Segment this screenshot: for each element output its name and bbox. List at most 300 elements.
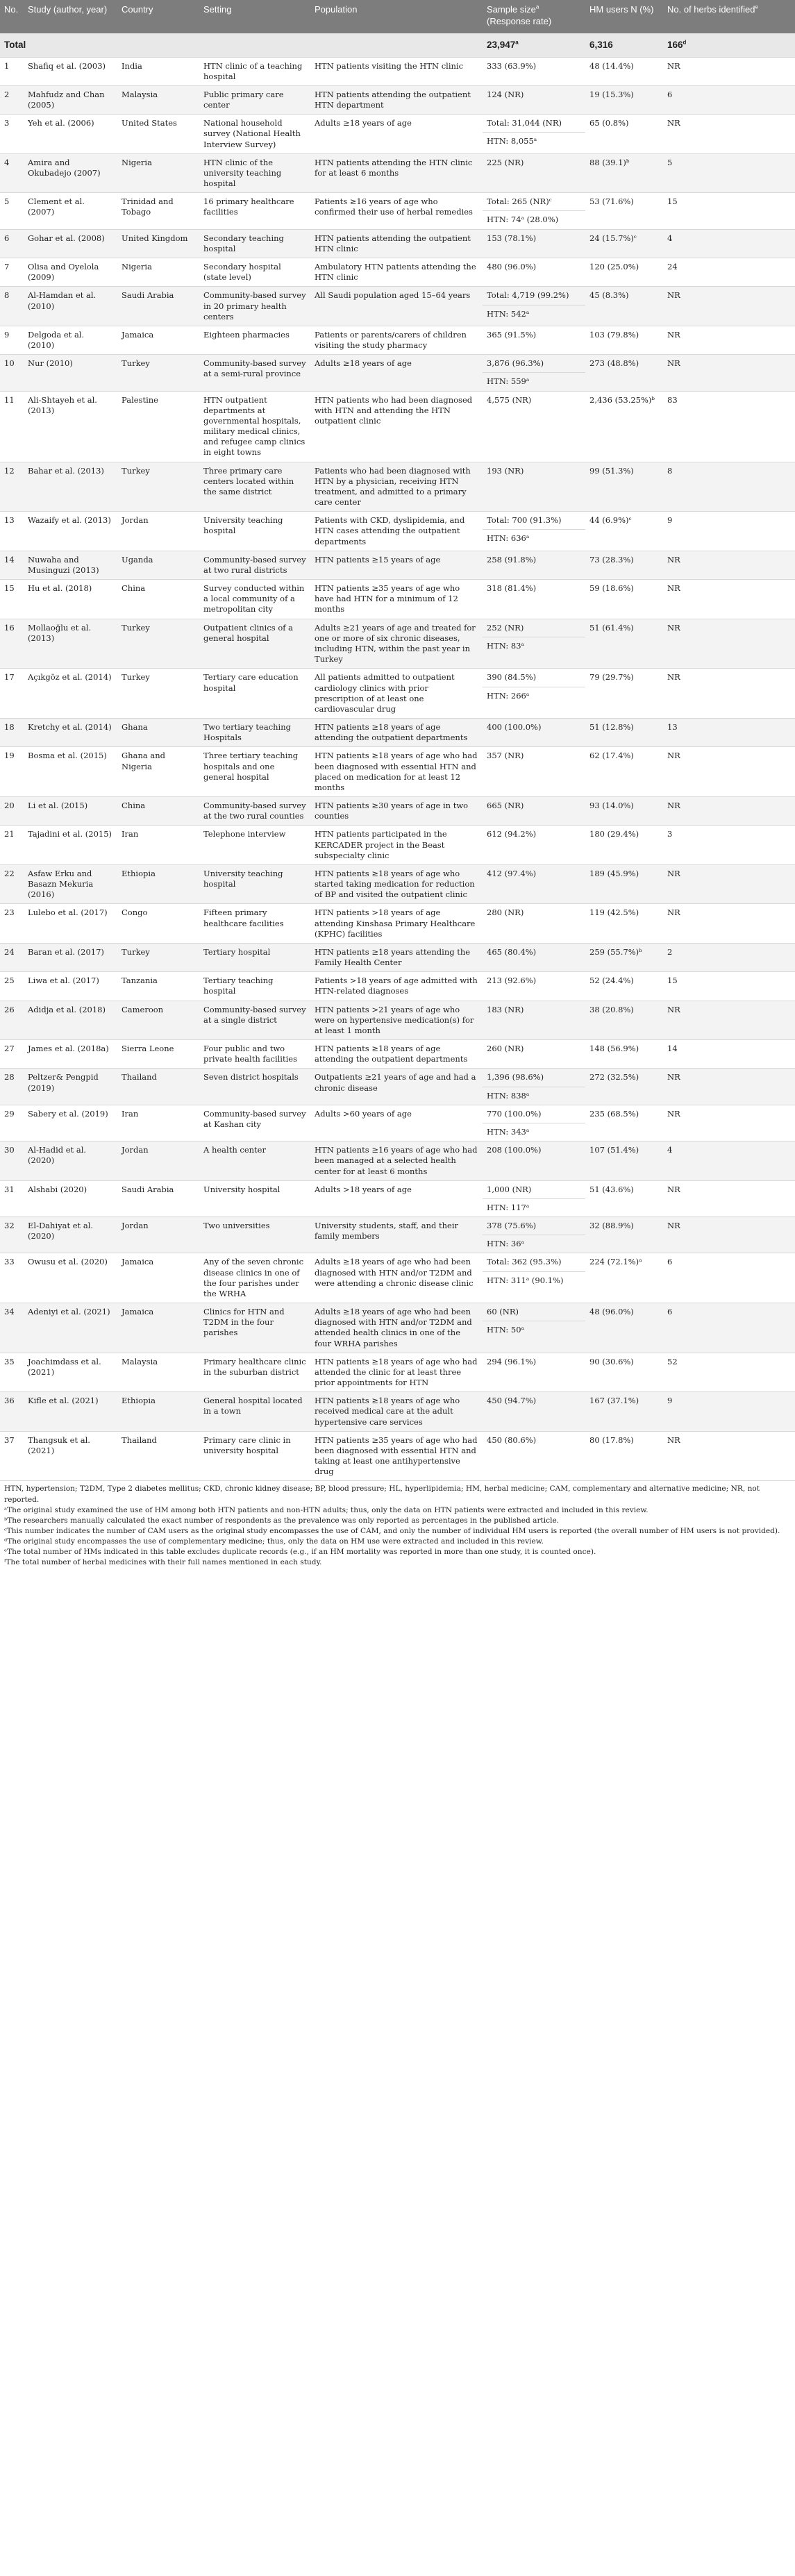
footnote: ᵃThe original study examined the use of HM among both HTN patients and non-HTN adults; thus, only the data on HTN patients were extracted and included in this review. <box>4 1505 648 1514</box>
sample-size-value: 333 (63.9%) <box>487 60 537 71</box>
cell-sample <box>483 1392 585 1432</box>
cell-sample <box>483 1253 585 1303</box>
cell-setting: Tertiary hospital <box>199 943 310 971</box>
cell-hm: 273 (48.8%) <box>585 355 663 391</box>
table-row <box>0 1001 795 1040</box>
cell-study: Al-Hadid et al. (2020) <box>24 1141 117 1181</box>
cell-no: 31 <box>0 1180 24 1216</box>
cell-sample <box>483 904 585 944</box>
cell-population: HTN patients attending the outpatient HTN clinic <box>310 229 483 258</box>
cell-setting: Two tertiary teaching Hospitals <box>199 719 310 747</box>
cell-study: Baran et al. (2017) <box>24 943 117 971</box>
cell-population: University students, staff, and their family members <box>310 1217 483 1253</box>
cell-herbs: NR <box>663 287 795 326</box>
cell-country: China <box>117 580 199 619</box>
cell-no: 12 <box>0 462 24 512</box>
cell-herbs: NR <box>663 619 795 669</box>
table-row <box>0 153 795 193</box>
cell-hm: 119 (42.5%) <box>585 904 663 944</box>
cell-population: Adults >60 years of age <box>310 1105 483 1141</box>
cell-population: HTN patients ≥18 years of age who started taking medication for reduction of BP and visited the outpatient clinic <box>310 864 483 904</box>
table-row <box>0 580 795 619</box>
cell-sample <box>483 1001 585 1040</box>
cell-setting: University teaching hospital <box>199 512 310 551</box>
cell-hm: 59 (18.6%) <box>585 580 663 619</box>
sample-size-value: Total: 700 (91.3%) <box>487 515 562 526</box>
cell-sample <box>483 258 585 287</box>
cell-setting: Primary care clinic in university hospital <box>199 1431 310 1481</box>
cell-country: Thailand <box>117 1069 199 1105</box>
cell-sample <box>483 1180 585 1216</box>
cell-study: Thangsuk et al. (2021) <box>24 1431 117 1481</box>
sample-size-value: 357 (NR) <box>487 751 524 761</box>
cell-no: 32 <box>0 1217 24 1253</box>
cell-hm: 44 (6.9%)ᶜ <box>585 512 663 551</box>
cell-no: 26 <box>0 1001 24 1040</box>
cell-hm: 53 (71.6%) <box>585 193 663 229</box>
sample-size-value: 412 (97.4%) <box>487 868 537 878</box>
cell-setting: A health center <box>199 1141 310 1181</box>
cell-country: Jordan <box>117 1217 199 1253</box>
cell-country: Jamaica <box>117 1253 199 1303</box>
cell-population: Adults ≥18 years of age who had been diagnosed with HTN and/or T2DM and were attending a chronic disease clinic <box>310 1253 483 1303</box>
cell-population: HTN patients attending the HTN clinic for at least 6 months <box>310 153 483 193</box>
cell-sample <box>483 462 585 512</box>
cell-setting: Eighteen pharmacies <box>199 326 310 354</box>
cell-sample <box>483 193 585 229</box>
cell-study: Alshabi (2020) <box>24 1180 117 1216</box>
cell-setting: Community-based survey at two rural districts <box>199 551 310 579</box>
sample-size-value: Total: 31,044 (NR) <box>487 118 562 128</box>
cell-setting: Telephone interview <box>199 826 310 865</box>
sample-size-value: 193 (NR) <box>487 465 524 476</box>
header-country: Country <box>122 4 153 15</box>
cell-country: Iran <box>117 826 199 865</box>
cell-population: HTN patients participated in the KERCADER project in the Beast subspecialty clinic <box>310 826 483 865</box>
sample-size-value: Total: 265 (NR)ᶜ <box>487 196 552 207</box>
cell-country: Iran <box>117 1105 199 1141</box>
cell-sample <box>483 229 585 258</box>
cell-no: 6 <box>0 229 24 258</box>
sample-size-value: 400 (100.0%) <box>487 722 542 733</box>
cell-hm: 189 (45.9%) <box>585 864 663 904</box>
cell-no: 1 <box>0 57 24 85</box>
table-row <box>0 972 795 1001</box>
table-row <box>0 1180 795 1216</box>
cell-country: Turkey <box>117 462 199 512</box>
cell-sample <box>483 85 585 114</box>
cell-sample <box>483 115 585 154</box>
cell-population: HTN patients ≥18 years of age attending the outpatient departments <box>310 1040 483 1069</box>
cell-study: Kifle et al. (2021) <box>24 1392 117 1432</box>
sample-size-value: 213 (92.6%) <box>487 976 537 986</box>
sample-size-value: 390 (84.5%) <box>487 672 537 683</box>
cell-hm: 51 (61.4%) <box>585 619 663 669</box>
cell-herbs: NR <box>663 1431 795 1481</box>
cell-no: 8 <box>0 287 24 326</box>
cell-hm: 24 (15.7%)ᶜ <box>585 229 663 258</box>
cell-sample <box>483 287 585 326</box>
sample-size-htn-value: HTN: 838ᵃ <box>483 1087 585 1105</box>
cell-population: Patients who had been diagnosed with HTN by a physician, receiving HTN treatment, and admitted to a primary care center <box>310 462 483 512</box>
cell-sample <box>483 391 585 462</box>
cell-study: El-Dahiyat et al. (2020) <box>24 1217 117 1253</box>
cell-sample <box>483 1303 585 1353</box>
cell-country: Malaysia <box>117 85 199 114</box>
cell-herbs: 2 <box>663 943 795 971</box>
cell-sample <box>483 619 585 669</box>
cell-no: 35 <box>0 1353 24 1392</box>
header-study: Study (author, year) <box>28 4 108 15</box>
sample-size-value: 183 (NR) <box>487 1004 524 1014</box>
cell-country: India <box>117 57 199 85</box>
total-hm: 6,316 <box>585 33 663 57</box>
sample-size-value: 450 (80.6%) <box>487 1435 537 1445</box>
cell-population: All patients admitted to outpatient cardiology clinics with prior prescription of at least one cardiovascular drug <box>310 669 483 719</box>
cell-sample <box>483 826 585 865</box>
sample-size-value: 1,396 (98.6%) <box>487 1072 544 1082</box>
cell-herbs: 9 <box>663 512 795 551</box>
cell-hm: 120 (25.0%) <box>585 258 663 287</box>
table-row <box>0 1040 795 1069</box>
cell-herbs: NR <box>663 904 795 944</box>
cell-country: Thailand <box>117 1431 199 1481</box>
table-row <box>0 193 795 229</box>
footnote: ᵈThe original study encompasses the use of complementary medicine; thus, only the data on HM use were extracted and included in this review. <box>4 1537 544 1546</box>
cell-sample <box>483 1069 585 1105</box>
cell-study: Adeniyi et al. (2021) <box>24 1303 117 1353</box>
cell-no: 24 <box>0 943 24 971</box>
header-no: No. <box>4 4 19 15</box>
cell-no: 11 <box>0 391 24 462</box>
cell-hm: 32 (88.9%) <box>585 1217 663 1253</box>
cell-sample <box>483 57 585 85</box>
table-row <box>0 462 795 512</box>
cell-hm: 259 (55.7%)ᵇ <box>585 943 663 971</box>
cell-herbs: 4 <box>663 229 795 258</box>
table-row <box>0 797 795 826</box>
cell-herbs: 9 <box>663 1392 795 1432</box>
cell-study: Bahar et al. (2013) <box>24 462 117 512</box>
cell-herbs: 83 <box>663 391 795 462</box>
cell-setting: Outpatient clinics of a general hospital <box>199 619 310 669</box>
cell-study: Gohar et al. (2008) <box>24 229 117 258</box>
cell-study: Amira and Okubadejo (2007) <box>24 153 117 193</box>
table-row <box>0 747 795 797</box>
cell-hm: 38 (20.8%) <box>585 1001 663 1040</box>
sample-size-value: 665 (NR) <box>487 801 524 811</box>
cell-study: James et al. (2018a) <box>24 1040 117 1069</box>
header-sample-sup: a <box>535 3 539 10</box>
table-row <box>0 326 795 354</box>
cell-setting: Tertiary care education hospital <box>199 669 310 719</box>
cell-sample <box>483 326 585 354</box>
sample-size-htn-value: HTN: 311ᵃ (90.1%) <box>483 1271 585 1289</box>
cell-hm: 79 (29.7%) <box>585 669 663 719</box>
cell-study: Owusu et al. (2020) <box>24 1253 117 1303</box>
cell-sample <box>483 1431 585 1481</box>
table-footnotes <box>0 1481 795 1575</box>
header-herbs-label: No. of herbs identified <box>667 4 755 15</box>
total-sample-sup: a <box>515 39 519 46</box>
cell-study: Tajadini et al. (2015) <box>24 826 117 865</box>
sample-size-value: 260 (NR) <box>487 1044 524 1054</box>
footnote: ᶜThis number indicates the number of CAM users as the original study encompasses the use of CAM, and only the number of individual HM users is reported (the overall number of HM users is not provided). <box>4 1526 780 1535</box>
cell-country: Cameroon <box>117 1001 199 1040</box>
cell-country: Turkey <box>117 669 199 719</box>
header-population: Population <box>315 4 358 15</box>
cell-no: 33 <box>0 1253 24 1303</box>
table-row <box>0 551 795 579</box>
sample-size-value: 318 (81.4%) <box>487 583 537 594</box>
sample-size-htn-value: HTN: 50ᵃ <box>483 1321 585 1339</box>
table-row <box>0 391 795 462</box>
sample-size-value: 3,876 (96.3%) <box>487 358 544 369</box>
cell-setting: Seven district hospitals <box>199 1069 310 1105</box>
header-row <box>0 0 795 33</box>
cell-hm: 51 (12.8%) <box>585 719 663 747</box>
cell-no: 19 <box>0 747 24 797</box>
table-row <box>0 1069 795 1105</box>
cell-no: 3 <box>0 115 24 154</box>
cell-no: 4 <box>0 153 24 193</box>
cell-no: 18 <box>0 719 24 747</box>
table-row <box>0 57 795 85</box>
cell-herbs: NR <box>663 747 795 797</box>
cell-herbs: 13 <box>663 719 795 747</box>
cell-hm: 93 (14.0%) <box>585 797 663 826</box>
cell-population: HTN patients ≥18 years attending the Family Health Center <box>310 943 483 971</box>
cell-population: HTN patients ≥35 years of age who have had HTN for a minimum of 12 months <box>310 580 483 619</box>
footnote: ᶠThe total number of herbal medicines with their full names mentioned in each study. <box>4 1557 322 1566</box>
table-row <box>0 1141 795 1181</box>
cell-herbs: NR <box>663 580 795 619</box>
table-row <box>0 619 795 669</box>
cell-hm: 107 (51.4%) <box>585 1141 663 1181</box>
cell-study: Ali-Shtayeh et al. (2013) <box>24 391 117 462</box>
cell-no: 37 <box>0 1431 24 1481</box>
table-row <box>0 355 795 391</box>
table-row <box>0 719 795 747</box>
cell-population: HTN patients ≥18 years of age who had been diagnosed with essential HTN and placed on medication for at least 12 months <box>310 747 483 797</box>
cell-herbs: NR <box>663 355 795 391</box>
cell-hm: 180 (29.4%) <box>585 826 663 865</box>
cell-no: 17 <box>0 669 24 719</box>
cell-setting: Community-based survey at Kashan city <box>199 1105 310 1141</box>
cell-country: United Kingdom <box>117 229 199 258</box>
cell-herbs: NR <box>663 57 795 85</box>
cell-sample <box>483 972 585 1001</box>
cell-population: HTN patients ≥30 years of age in two counties <box>310 797 483 826</box>
cell-study: Lulebo et al. (2017) <box>24 904 117 944</box>
cell-study: Li et al. (2015) <box>24 797 117 826</box>
header-setting: Setting <box>203 4 232 15</box>
cell-setting: HTN clinic of the university teaching hospital <box>199 153 310 193</box>
cell-study: Shafiq et al. (2003) <box>24 57 117 85</box>
cell-population: HTN patients ≥35 years of age who had been diagnosed with essential HTN and taking at least one antihypertensive drug <box>310 1431 483 1481</box>
cell-herbs: NR <box>663 1180 795 1216</box>
cell-country: Jordan <box>117 1141 199 1181</box>
cell-no: 9 <box>0 326 24 354</box>
header-sample-label: Sample size <box>487 4 536 15</box>
cell-sample <box>483 1353 585 1392</box>
sample-size-htn-value: HTN: 559ᵃ <box>483 372 585 390</box>
cell-country: United States <box>117 115 199 154</box>
cell-setting: Three primary care centers located within the same district <box>199 462 310 512</box>
cell-no: 21 <box>0 826 24 865</box>
cell-population: All Saudi population aged 15–64 years <box>310 287 483 326</box>
cell-population: HTN patients who had been diagnosed with HTN and attending the HTN outpatient clinic <box>310 391 483 462</box>
cell-no: 5 <box>0 193 24 229</box>
cell-sample <box>483 864 585 904</box>
cell-hm: 2,436 (53.25%)ᵇ <box>585 391 663 462</box>
sample-size-value: 252 (NR) <box>487 622 524 633</box>
cell-herbs: 3 <box>663 826 795 865</box>
cell-population: Ambulatory HTN patients attending the HTN clinic <box>310 258 483 287</box>
cell-no: 29 <box>0 1105 24 1141</box>
cell-setting: Four public and two private health facilities <box>199 1040 310 1069</box>
cell-sample <box>483 719 585 747</box>
table-row <box>0 826 795 865</box>
cell-setting: University teaching hospital <box>199 864 310 904</box>
cell-population: Patients or parents/carers of children visiting the study pharmacy <box>310 326 483 354</box>
table-row <box>0 1217 795 1253</box>
cell-population: HTN patients visiting the HTN clinic <box>310 57 483 85</box>
cell-herbs: 5 <box>663 153 795 193</box>
table-row <box>0 904 795 944</box>
cell-country: Congo <box>117 904 199 944</box>
cell-sample <box>483 153 585 193</box>
cell-herbs: 24 <box>663 258 795 287</box>
total-herbs-value: 166 <box>667 39 683 50</box>
cell-sample <box>483 1105 585 1141</box>
cell-country: China <box>117 797 199 826</box>
cell-study: Mollaoğlu et al. (2013) <box>24 619 117 669</box>
cell-country: Jamaica <box>117 1303 199 1353</box>
cell-herbs: NR <box>663 864 795 904</box>
cell-hm: 148 (56.9%) <box>585 1040 663 1069</box>
cell-herbs: 52 <box>663 1353 795 1392</box>
cell-hm: 48 (14.4%) <box>585 57 663 85</box>
cell-population: Adults ≥21 years of age and treated for one or more of six chronic diseases, including HTN, within the past year in Turkey <box>310 619 483 669</box>
cell-setting: National household survey (National Health Interview Survey) <box>199 115 310 154</box>
cell-population: Patients ≥16 years of age who confirmed their use of herbal remedies <box>310 193 483 229</box>
cell-hm: 90 (30.6%) <box>585 1353 663 1392</box>
cell-study: Adidja et al. (2018) <box>24 1001 117 1040</box>
cell-setting: Public primary care center <box>199 85 310 114</box>
cell-herbs: NR <box>663 1105 795 1141</box>
cell-study: Yeh et al. (2006) <box>24 115 117 154</box>
cell-study: Al-Hamdan et al. (2010) <box>24 287 117 326</box>
cell-no: 7 <box>0 258 24 287</box>
header-sample-sub: (Response rate) <box>487 15 552 26</box>
cell-setting: General hospital located in a town <box>199 1392 310 1432</box>
cell-herbs: 8 <box>663 462 795 512</box>
cell-hm: 45 (8.3%) <box>585 287 663 326</box>
table-row <box>0 115 795 154</box>
cell-hm: 88 (39.1)ᵇ <box>585 153 663 193</box>
table-row <box>0 1353 795 1392</box>
cell-population: HTN patients >21 years of age who were on hypertensive medication(s) for at least 1 month <box>310 1001 483 1040</box>
cell-setting: HTN outpatient departments at governmental hospitals, military medical clinics, and refugee camp clinics in eight towns <box>199 391 310 462</box>
cell-country: Nigeria <box>117 153 199 193</box>
cell-country: Turkey <box>117 943 199 971</box>
cell-herbs: NR <box>663 1069 795 1105</box>
cell-hm: 48 (96.0%) <box>585 1303 663 1353</box>
header-herbs-sup: e <box>755 3 758 10</box>
table-row <box>0 512 795 551</box>
cell-hm: 62 (17.4%) <box>585 747 663 797</box>
sample-size-htn-value: HTN: 74ᵃ (28.0%) <box>483 210 585 228</box>
header-sample <box>483 0 585 33</box>
table-row <box>0 85 795 114</box>
cell-no: 30 <box>0 1141 24 1181</box>
table-row <box>0 258 795 287</box>
cell-country: Turkey <box>117 619 199 669</box>
total-label: Total <box>0 33 483 57</box>
cell-herbs: 15 <box>663 972 795 1001</box>
cell-no: 27 <box>0 1040 24 1069</box>
cell-population: Adults >18 years of age <box>310 1180 483 1216</box>
cell-country: Nigeria <box>117 258 199 287</box>
sample-size-value: 280 (NR) <box>487 908 524 918</box>
sample-size-value: 153 (78.1%) <box>487 233 537 243</box>
cell-setting: Secondary hospital (state level) <box>199 258 310 287</box>
cell-herbs: 6 <box>663 1303 795 1353</box>
sample-size-value: 612 (94.2%) <box>487 829 537 839</box>
cell-hm: 65 (0.8%) <box>585 115 663 154</box>
cell-hm: 80 (17.8%) <box>585 1431 663 1481</box>
cell-no: 20 <box>0 797 24 826</box>
cell-sample <box>483 580 585 619</box>
cell-study: Wazaify et al. (2013) <box>24 512 117 551</box>
cell-population: Adults ≥18 years of age <box>310 115 483 154</box>
cell-herbs: NR <box>663 1001 795 1040</box>
cell-sample <box>483 1040 585 1069</box>
cell-sample <box>483 797 585 826</box>
cell-herbs: 14 <box>663 1040 795 1069</box>
cell-sample <box>483 1141 585 1181</box>
cell-study: Sabery et al. (2019) <box>24 1105 117 1141</box>
sample-size-htn-value: HTN: 8,055ᵃ <box>483 132 585 150</box>
cell-country: Saudi Arabia <box>117 287 199 326</box>
cell-study: Joachimdass et al. (2021) <box>24 1353 117 1392</box>
cell-country: Ghana <box>117 719 199 747</box>
cell-hm: 224 (72.1%)ᵃ <box>585 1253 663 1303</box>
cell-herbs: NR <box>663 551 795 579</box>
cell-no: 16 <box>0 619 24 669</box>
sample-size-value: 770 (100.0%) <box>487 1108 542 1119</box>
cell-hm: 167 (37.1%) <box>585 1392 663 1432</box>
cell-population: HTN patients ≥18 years of age attending the outpatient departments <box>310 719 483 747</box>
cell-population: Patients with CKD, dyslipidemia, and HTN cases attending the outpatient departments <box>310 512 483 551</box>
sample-size-value: Total: 362 (95.3%) <box>487 1257 562 1267</box>
cell-study: Mahfudz and Chan (2005) <box>24 85 117 114</box>
cell-setting: Survey conducted within a local community of a metropolitan city <box>199 580 310 619</box>
header-hm: HM users N (%) <box>589 4 654 15</box>
cell-country: Jordan <box>117 512 199 551</box>
total-sample <box>483 33 585 57</box>
sample-size-value: 4,575 (NR) <box>487 394 532 405</box>
cell-setting: 16 primary healthcare facilities <box>199 193 310 229</box>
table-row <box>0 1431 795 1481</box>
cell-setting: Clinics for HTN and T2DM in the four parishes <box>199 1303 310 1353</box>
cell-no: 23 <box>0 904 24 944</box>
cell-study: Liwa et al. (2017) <box>24 972 117 1001</box>
cell-hm: 235 (68.5%) <box>585 1105 663 1141</box>
cell-hm: 73 (28.3%) <box>585 551 663 579</box>
cell-no: 36 <box>0 1392 24 1432</box>
